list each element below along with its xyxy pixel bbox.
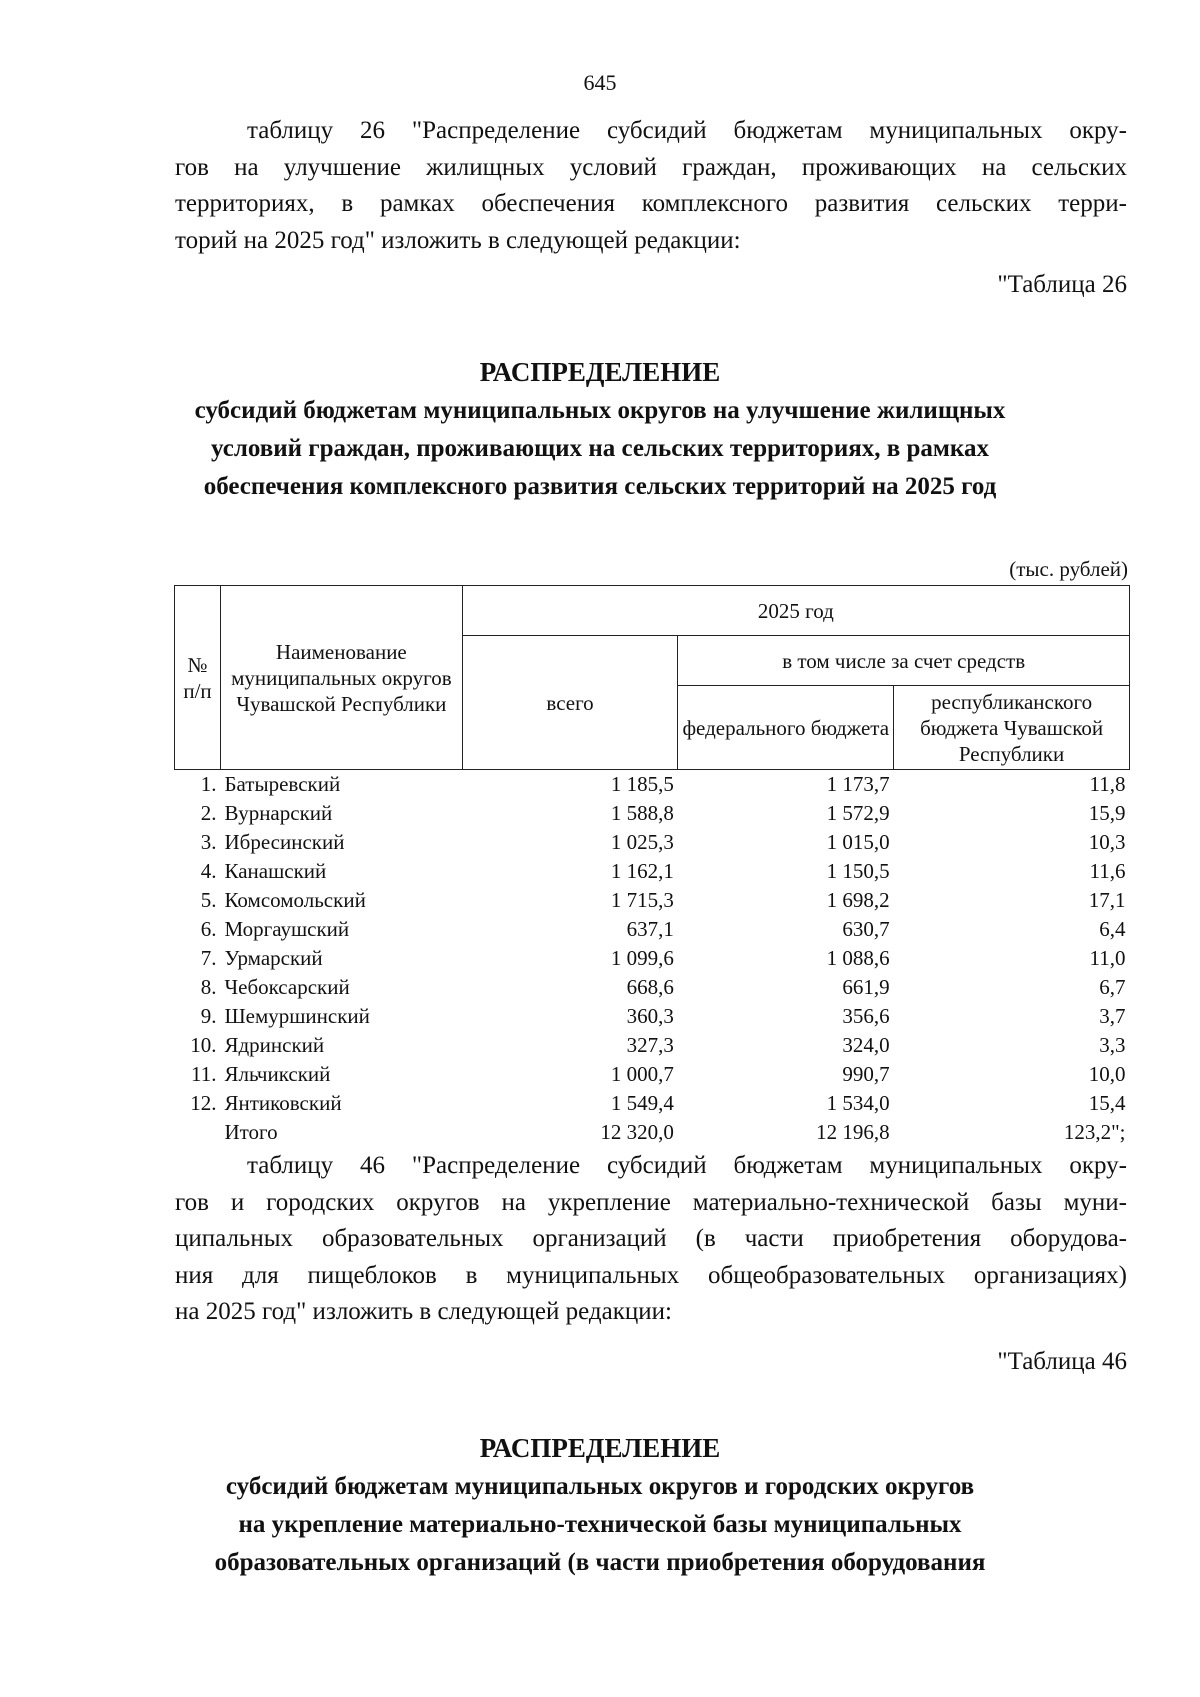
- row-number: 6.: [200, 917, 217, 941]
- republic-amount: 10,3: [1088, 830, 1126, 854]
- table-row: [175, 973, 1130, 1002]
- district-name: Ядринский: [224, 1033, 325, 1057]
- district-name: Комсомольский: [224, 888, 366, 912]
- intro-paragraph-table26: [175, 113, 1127, 259]
- table-row: [175, 799, 1130, 828]
- total-amount: 327,3: [626, 1033, 674, 1057]
- units-label: (тыс. рублей): [1009, 557, 1128, 581]
- paragraph-line: гов на улучшение жилищных условий граждан, проживающих на сельских: [175, 153, 1127, 181]
- row-number: 1.: [200, 772, 217, 796]
- republic-amount: 10,0: [1088, 1062, 1126, 1086]
- republic-amount: 11,8: [1089, 772, 1126, 796]
- paragraph-line: ципальных образовательных организаций (в части приобретения оборудова-: [175, 1225, 1127, 1252]
- paragraph-line: гов и городских округов на укрепление материально-технической базы муни-: [175, 1188, 1127, 1216]
- republic-amount: 3,7: [1099, 1004, 1126, 1028]
- table-row: [175, 915, 1130, 944]
- republic-amount: 3,3: [1099, 1033, 1126, 1057]
- row-number: 10.: [190, 1033, 217, 1057]
- header-republic: республиканского бюджета Чувашской Республики: [894, 686, 1130, 770]
- total-amount: 12 320,0: [600, 1120, 674, 1144]
- row-number: 12.: [190, 1091, 217, 1115]
- total-amount: 668,6: [626, 975, 674, 999]
- page-number: 645: [583, 70, 617, 95]
- table-row: [175, 1031, 1130, 1060]
- row-number: 5.: [200, 888, 217, 912]
- republic-amount: 11,6: [1089, 859, 1126, 883]
- row-number: 3.: [200, 830, 217, 854]
- district-name: Чебоксарский: [224, 975, 350, 999]
- total-amount: 1 025,3: [610, 830, 674, 854]
- federal-amount: 1 015,0: [826, 830, 890, 854]
- title-subline: образовательных организаций (в части приобретения оборудования: [214, 1549, 986, 1576]
- header-year: 2025 год: [462, 586, 1129, 636]
- title-subline: обеспечения комплексного развития сельских территорий на 2025 год: [203, 473, 997, 500]
- district-name: Батыревский: [224, 772, 341, 796]
- district-name: Вурнарский: [224, 801, 333, 825]
- table-row: [175, 857, 1130, 886]
- distribution-table: [174, 585, 1130, 1147]
- header-district-name: Наименование муниципальных округов Чувашской Республики: [220, 586, 462, 770]
- district-name: Шемуршинский: [224, 1004, 370, 1028]
- total-amount: 1 549,4: [610, 1091, 674, 1115]
- republic-amount: 6,4: [1099, 917, 1126, 941]
- federal-amount: 990,7: [842, 1062, 890, 1086]
- total-amount: 360,3: [626, 1004, 674, 1028]
- header-federal: федерального бюджета: [678, 686, 894, 770]
- paragraph-line: торий на 2025 год" изложить в следующей редакции:: [175, 226, 741, 254]
- total-amount: 1 000,7: [610, 1062, 674, 1086]
- table-26-title: [0, 352, 1200, 506]
- federal-amount: 1 173,7: [826, 772, 890, 796]
- district-name: Моргаушский: [224, 917, 350, 941]
- header-number: № п/п: [175, 586, 221, 770]
- title-heading: РАСПРЕДЕЛЕНИЕ: [479, 357, 721, 387]
- paragraph-line: на 2025 год" изложить в следующей редакции:: [175, 1298, 672, 1325]
- table-46-reference: "Таблица 46: [997, 1348, 1127, 1375]
- republic-amount: 17,1: [1088, 888, 1126, 912]
- federal-amount: 661,9: [842, 975, 890, 999]
- total-amount: 637,1: [626, 917, 674, 941]
- table-26-reference: "Таблица 26: [997, 271, 1127, 298]
- district-name: Яльчикский: [224, 1062, 331, 1086]
- row-number: 4.: [200, 859, 217, 883]
- federal-amount: 1 572,9: [826, 801, 890, 825]
- table-46-title: [0, 1428, 1200, 1582]
- row-number: 2.: [200, 801, 217, 825]
- paragraph-line: ния для пищеблоков в муниципальных общеобразовательных организациях): [175, 1261, 1127, 1289]
- table-row: [175, 944, 1130, 973]
- total-amount: 1 162,1: [610, 859, 674, 883]
- row-number: 11.: [190, 1062, 217, 1086]
- total-amount: 1 588,8: [610, 801, 674, 825]
- total-amount: 1 099,6: [610, 946, 674, 970]
- federal-amount: 12 196,8: [816, 1120, 890, 1144]
- header-total: всего: [462, 636, 678, 770]
- table-row: [175, 1089, 1130, 1118]
- title-heading: РАСПРЕДЕЛЕНИЕ: [479, 1433, 721, 1463]
- federal-amount: 1 088,6: [826, 946, 890, 970]
- row-number: 9.: [200, 1004, 217, 1028]
- district-name: Канашский: [224, 859, 327, 883]
- republic-amount: 6,7: [1099, 975, 1126, 999]
- paragraph-line: территориях, в рамках обеспечения комплексного развития сельских терри-: [175, 190, 1127, 217]
- paragraph-line: таблицу 26 "Распределение субсидий бюджетам муниципальных окру-: [247, 117, 1127, 144]
- federal-amount: 324,0: [842, 1033, 890, 1057]
- title-subline: условий граждан, проживающих на сельских территориях, в рамках: [211, 435, 989, 462]
- row-number: 7.: [200, 946, 217, 970]
- title-subline: субсидий бюджетам муниципальных округов на улучшение жилищных: [194, 397, 1006, 424]
- district-name: Итого: [224, 1120, 278, 1144]
- table-body: [175, 770, 1130, 1148]
- intro-paragraph-table46: [175, 1148, 1127, 1331]
- federal-amount: 1 150,5: [826, 859, 890, 883]
- title-subline: на укрепление материально-технической базы муниципальных: [238, 1511, 962, 1538]
- table-row: [175, 886, 1130, 915]
- republic-amount: 11,0: [1089, 946, 1126, 970]
- republic-amount: 15,4: [1088, 1091, 1126, 1115]
- district-name: Урмарский: [224, 946, 323, 970]
- paragraph-line: таблицу 46 "Распределение субсидий бюджетам муниципальных окру-: [247, 1152, 1127, 1179]
- header-including: в том числе за счет средств: [678, 636, 1130, 686]
- title-subline: субсидий бюджетам муниципальных округов и городских округов: [225, 1473, 975, 1500]
- federal-amount: 1 534,0: [826, 1091, 890, 1115]
- district-name: Янтиковский: [224, 1091, 342, 1115]
- total-amount: 1 185,5: [610, 772, 674, 796]
- total-amount: 1 715,3: [610, 888, 674, 912]
- republic-amount: 15,9: [1088, 801, 1126, 825]
- federal-amount: 356,6: [842, 1004, 890, 1028]
- table-row: [175, 1060, 1130, 1089]
- table-row: [175, 770, 1130, 800]
- federal-amount: 630,7: [842, 917, 890, 941]
- federal-amount: 1 698,2: [826, 888, 890, 912]
- table-row: [175, 828, 1130, 857]
- district-name: Ибресинский: [224, 830, 345, 854]
- row-number: 8.: [200, 975, 217, 999]
- republic-amount: 123,2";: [1063, 1120, 1126, 1144]
- row-number: [175, 1118, 221, 1147]
- table-row: [175, 1002, 1130, 1031]
- table-total-row: [175, 1118, 1130, 1147]
